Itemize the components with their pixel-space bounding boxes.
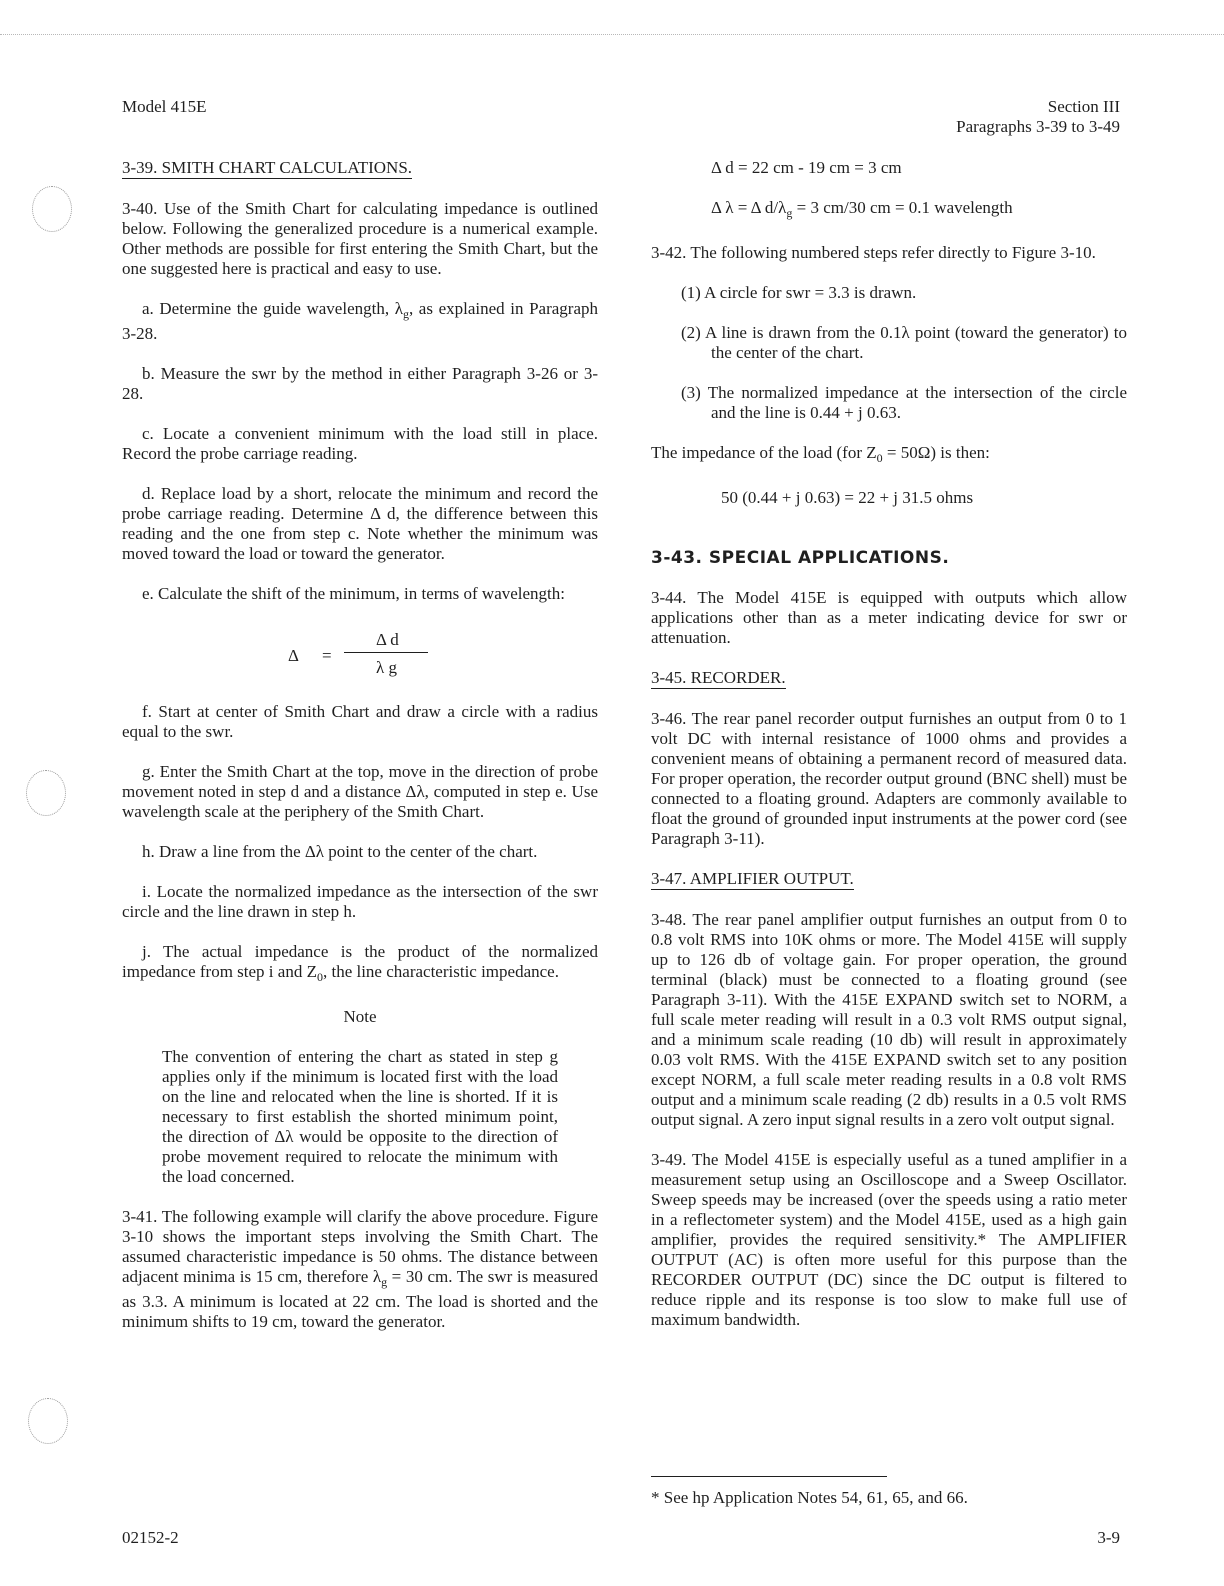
- header-section: Section III: [1047, 97, 1120, 116]
- step-i: i. Locate the normalized impedance as the intersection of the swr circle and the line drawn in step h.: [122, 882, 598, 921]
- paragraph-3-46: 3-46. The rear panel recorder output furnishes an output from 0 to 1 volt DC with internal resistance of 1000 ohms and provides a convenient means of obtaining a permanent record of measured data. For proper operation, the recorder output ground (BNC shell) must be connected to a floating ground. Adapters are commonly available to float the ground of grounded input instruments at the power cord (see Paragraph 3-11).: [651, 709, 1127, 848]
- paragraph-3-44: 3-44. The Model 415E is equipped with outputs which allow applications other than as a meter indicating device for swr or attenuation.: [651, 588, 1127, 647]
- section-title-3-47: 3-47. AMPLIFIER OUTPUT.: [651, 869, 854, 888]
- paragraph-3-40: 3-40. Use of the Smith Chart for calculating impedance is outlined below. Following the generalized procedure is a numerical example. Other methods are possible for first entering the Smith Chart, but the one suggested here is practical and easy to use.: [122, 199, 598, 278]
- section-title-3-45: 3-45. RECORDER.: [651, 668, 786, 687]
- footer-page-number: 3-9: [1097, 1528, 1120, 1547]
- header-paragraphs: Paragraphs 3-39 to 3-49: [956, 117, 1120, 136]
- punch-hole-bottom: [28, 1398, 68, 1444]
- equation-lhs: Δ: [288, 646, 299, 665]
- load-impedance-calc: 50 (0.44 + j 0.63) = 22 + j 31.5 ohms: [721, 488, 974, 507]
- numbered-step-2: (2) A line is drawn from the 0.1λ point (toward the generator) to the center of the chart.: [681, 323, 1127, 362]
- note-title: Note: [343, 1007, 377, 1026]
- header-model: Model 415E: [122, 97, 207, 116]
- punch-hole-middle: [26, 770, 66, 816]
- delta-equation: [122, 624, 598, 682]
- step-d: d. Replace load by a short, relocate the minimum and record the probe carriage reading. Determine Δ d, the difference between this reading and the one from step c. Note whether the minimum was moved toward the load or toward the generator.: [122, 484, 598, 563]
- step-j: j. The actual impedance is the product of the normalized impedance from step i and $Z_0$, the line characteristic impedance.: [122, 942, 598, 984]
- equation-equals: =: [322, 646, 332, 665]
- note-body: The convention of entering the chart as stated in step g applies only if the minimum is located first with the load on the line and relocated when the line is shorted. If it is necessary to first establish the shorted minimum point, the direction of Δλ would be opposite to the direction of probe movement required to relocate the minimum with the load concerned.: [162, 1047, 558, 1186]
- right-column: [651, 158, 1127, 1330]
- paragraph-3-42: 3-42. The following numbered steps refer directly to Figure 3-10.: [651, 243, 1096, 262]
- load-impedance-text: The impedance of the load (for $Z_0 = 50\Omega$) is then:: [651, 443, 990, 465]
- calc-delta-lambda: Δ λ = Δ $d/\lambda_g = 3$ cm/30 cm = 0.1 wavelength: [711, 198, 1013, 220]
- punch-hole-top: [32, 186, 72, 232]
- step-h: h. Draw a line from the Δλ point to the center of the chart.: [142, 842, 538, 861]
- numbered-step-3: (3) The normalized impedance at the intersection of the circle and the line is 0.44 + j 0.63.: [681, 383, 1127, 422]
- paragraph-3-41: 3-41. The following example will clarify the above procedure. Figure 3-10 shows the important steps involving the Smith Chart. The assumed characteristic impedance is 50 ohms. The distance between adjacent minima is 15 cm, therefore $\lambda_g = 30$ cm. The swr is measured as 3.3. A minimum is located at 22 cm. The load is shorted and the minimum shifts to 19 cm, toward the generator.: [122, 1207, 598, 1331]
- equation-denominator: λ g: [376, 658, 397, 677]
- footnote: * See hp Application Notes 54, 61, 65, and 66.: [651, 1488, 968, 1507]
- step-b: b. Measure the swr by the method in either Paragraph 3-26 or 3-28.: [122, 364, 598, 403]
- calc-delta-d: Δ d = 22 cm - 19 cm = 3 cm: [711, 158, 902, 177]
- footnote-rule: [651, 1476, 887, 1477]
- section-title-3-39: 3-39. SMITH CHART CALCULATIONS.: [122, 158, 413, 177]
- footer-doc-number: 02152-2: [122, 1528, 179, 1547]
- step-e: e. Calculate the shift of the minimum, in terms of wavelength:: [142, 584, 566, 603]
- numbered-step-1: (1) A circle for swr = 3.3 is drawn.: [681, 283, 917, 302]
- section-title-3-43: 3-43. SPECIAL APPLICATIONS.: [651, 548, 950, 568]
- step-f: f. Start at center of Smith Chart and draw a circle with a radius equal to the swr.: [122, 702, 598, 741]
- step-a: a. Determine the guide wavelength, $\lambda_g$, as explained in Paragraph 3-28.: [122, 299, 598, 343]
- equation-numerator: Δ d: [376, 630, 399, 649]
- left-column: [122, 158, 598, 1332]
- step-g: g. Enter the Smith Chart at the top, move in the direction of probe movement noted in step d and a distance Δλ, computed in step e. Use wavelength scale at the periphery of the Smith Chart.: [122, 762, 598, 821]
- paragraph-3-49: 3-49. The Model 415E is especially useful as a tuned amplifier in a measurement setup using an Oscilloscope and a Sweep Oscillator. Sweep speeds may be increased (over the speeds using a ratio meter in a reflectometer system) and the Model 415E, used as a high gain amplifier, provides the required sensitivity.* The AMPLIFIER OUTPUT (AC) is often more useful for this purpose than the RECORDER OUTPUT (DC) since the DC output is filtered to reduce ripple and its response is too slow to make full use of maximum bandwidth.: [651, 1150, 1127, 1329]
- fraction-bar: [344, 652, 428, 653]
- step-c: c. Locate a convenient minimum with the load still in place. Record the probe carriage reading.: [122, 424, 598, 463]
- paragraph-3-48: 3-48. The rear panel amplifier output furnishes an output from 0 to 0.8 volt RMS into 10K ohms or more. The Model 415E will supply up to 126 db of voltage gain. For proper operation, the ground terminal (black) must be connected to a floating ground (see Paragraph 3-11). With the 415E EXPAND switch set to NORM, a full scale meter reading will result in a 0.3 volt RMS output signal, and a minimum scale reading (10 db) will result in approximately 0.03 volt RMS. With the 415E EXPAND switch set to any position except NORM, a full scale meter reading results in a 0.8 volt RMS output and a minimum scale reading (2 db) results in a 0.5 volt RMS output signal. A zero input signal results in a zero volt output signal.: [651, 910, 1127, 1129]
- scan-top-line: [0, 34, 1224, 35]
